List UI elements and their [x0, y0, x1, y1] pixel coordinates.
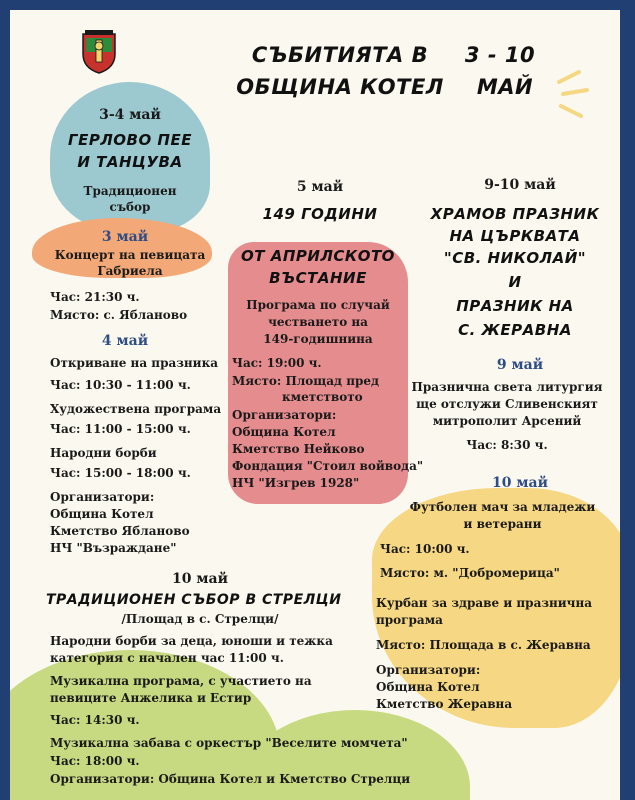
- bottom-item2-line2: певиците Анжелика и Естир: [50, 691, 252, 705]
- col3-kurban-2: програма: [376, 613, 443, 627]
- col3-match-1: Футболен мач за младежи: [409, 500, 596, 514]
- col1-org-2: Кметство Ябланово: [50, 524, 190, 538]
- col3-title-4: И: [508, 273, 522, 291]
- col1-day1-time: Час: 21:30 ч.: [50, 290, 140, 304]
- col1-day1-place: Място: с. Ябланово: [50, 308, 188, 322]
- col2-org-label: Организатори:: [232, 408, 337, 422]
- col1-event-line-2: И ТАНЦУВА: [77, 153, 183, 171]
- col2-title-2: ОТ АПРИЛСКОТО: [241, 247, 395, 265]
- col1-day-1: 3 май: [101, 229, 149, 245]
- col1-item-3: Народни борби: [50, 446, 157, 460]
- bottom-title: ТРАДИЦИОНЕН СЪБОР В СТРЕЛЦИ: [46, 592, 342, 608]
- col1-time-2: Час: 11:00 - 15:00 ч.: [50, 422, 191, 436]
- col2-prog-3: 149-годишнина: [263, 332, 373, 346]
- col3-title-6: С. ЖЕРАВНА: [458, 321, 572, 339]
- col3-liturgy-3: митрополит Арсений: [432, 414, 582, 428]
- col3-title-5: ПРАЗНИК НА: [456, 297, 574, 315]
- col2-title-3: ВЪСТАНИЕ: [269, 269, 367, 287]
- col3-match-2: и ветерани: [463, 517, 542, 531]
- title-line-2: ОБЩИНА КОТЕЛ: [236, 75, 444, 99]
- col2-date: 5 май: [296, 179, 344, 195]
- col3-match-time: Час: 10:00 ч.: [380, 542, 470, 556]
- col1-day1-event-2: Габриела: [97, 264, 163, 278]
- bottom-item1-line1: Народни борби за деца, юноши и тежка: [50, 634, 333, 648]
- col2-place-1: Място: Площад пред: [232, 374, 380, 388]
- col3-liturgy-time: Час: 8:30 ч.: [466, 438, 548, 452]
- col1-sub-line-2: събор: [109, 200, 151, 214]
- col1-date: 3-4 май: [99, 107, 161, 123]
- col3-date: 9-10 май: [484, 177, 556, 193]
- col2-org-1: Община Котел: [232, 425, 336, 439]
- col3-org-2: Кметство Жеравна: [376, 697, 513, 711]
- dates-line-2: МАЙ: [476, 75, 534, 99]
- col3-title-1: ХРАМОВ ПРАЗНИК: [430, 205, 600, 223]
- col1-item-2: Художествена програма: [50, 402, 222, 416]
- col1-org-3: НЧ "Възраждане": [50, 541, 177, 555]
- col3-kurban-place: Място: Площада в с. Жеравна: [376, 638, 591, 652]
- col1-day-2: 4 май: [101, 333, 149, 349]
- col1-item-1: Откриване на празника: [50, 356, 219, 370]
- col3-org-label: Организатори:: [376, 663, 481, 677]
- col2-prog-1: Програма по случай: [246, 298, 390, 312]
- col1-time-3: Час: 15:00 - 18:00 ч.: [50, 466, 191, 480]
- col3-title-3: "СВ. НИКОЛАЙ": [443, 249, 587, 267]
- title-line-1: СЪБИТИЯТА В: [251, 43, 429, 67]
- col2-time: Час: 19:00 ч.: [232, 356, 322, 370]
- col1-event-line-1: ГЕРЛОВО ПЕЕ: [68, 131, 192, 149]
- col2-title-1: 149 ГОДИНИ: [262, 205, 378, 223]
- col2-org-2: Кметство Нейково: [232, 442, 365, 456]
- col3-day-1: 9 май: [496, 357, 544, 373]
- col1-org-1: Община Котел: [50, 507, 154, 521]
- col2-prog-2: честването на: [268, 315, 368, 329]
- col3-match-place: Място: м. "Добромерица": [380, 566, 560, 580]
- col1-time-1: Час: 10:30 - 11:00 ч.: [50, 378, 191, 392]
- col3-title-2: НА ЦЪРКВАТА: [449, 227, 581, 245]
- col2-org-3: Фондация "Стоил войвода": [232, 459, 424, 473]
- col2-org-4: НЧ "Изгрев 1928": [232, 476, 360, 490]
- bottom-item2-line1: Музикална програма, с участието на: [50, 674, 312, 688]
- bottom-item2-time: Час: 14:30 ч.: [50, 713, 140, 727]
- sun-rays-icon: [555, 68, 605, 123]
- col2-place-2: кметството: [282, 390, 363, 404]
- col1-day1-event-1: Концерт на певицата: [54, 248, 206, 262]
- bottom-item3: Музикална забава с оркестър "Веселите момчета": [50, 736, 408, 750]
- col3-day-2: 10 май: [492, 475, 548, 491]
- dates-line-1: 3 - 10: [464, 43, 536, 67]
- poster: [10, 10, 620, 800]
- bottom-item1-line2: категория с начален час 11:00 ч.: [50, 651, 284, 665]
- col3-kurban-1: Курбан за здраве и празнична: [376, 596, 593, 610]
- col3-liturgy-2: ще отслужи Сливенският: [416, 397, 598, 411]
- col3-org-1: Община Котел: [376, 680, 480, 694]
- bottom-item3-time: Час: 18:00 ч.: [50, 754, 140, 768]
- col3-liturgy-1: Празнична света литургия: [411, 380, 603, 394]
- col1-org-label: Организатори:: [50, 490, 155, 504]
- col1-sub-line-1: Традиционен: [83, 184, 177, 198]
- coat-of-arms-icon: [80, 30, 118, 74]
- bottom-organizers: Организатори: Община Котел и Кметство Стрелци: [50, 772, 411, 786]
- bottom-date: 10 май: [172, 571, 228, 587]
- bottom-place: /Площад в с. Стрелци/: [121, 612, 279, 626]
